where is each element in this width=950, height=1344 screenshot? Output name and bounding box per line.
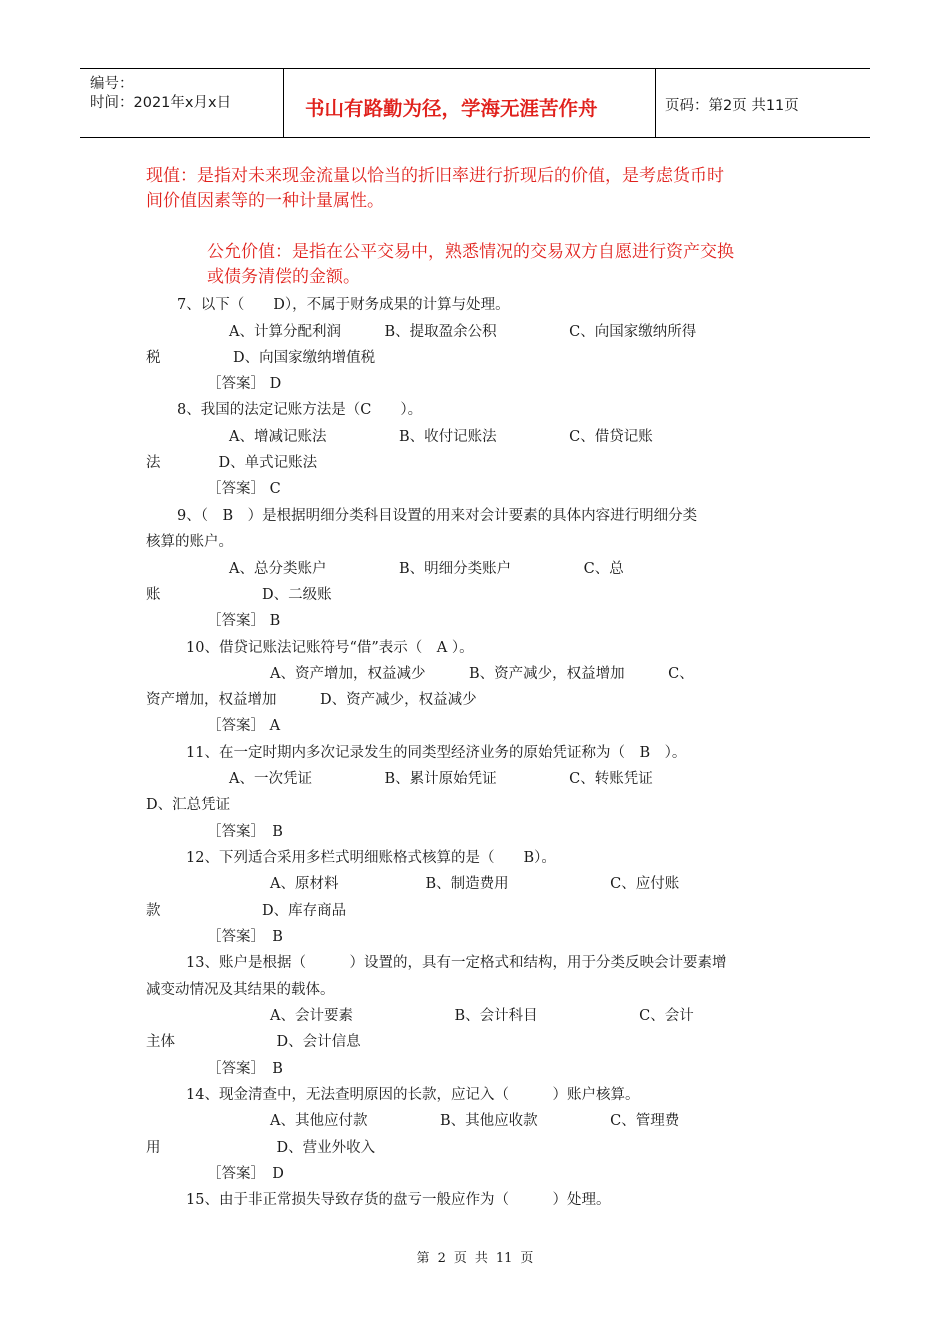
header-page-info: 页码：第2页 共11页 xyxy=(665,98,799,114)
question-14-options: A、其他应付款 B、其他应收款 C、管理费 xyxy=(270,1113,680,1129)
question-7-answer: ［答案］ D xyxy=(207,376,282,392)
footer-page-word: 页 xyxy=(453,1251,467,1266)
question-9-options-cont: 账 D、二级账 xyxy=(146,587,332,603)
footer-current-page: 2 xyxy=(437,1251,446,1266)
question-14: 14、现金清查中，无法查明原因的长款，应记入（ ）账户核算。 xyxy=(186,1087,640,1103)
question-13-options-cont: 主体 D、会计信息 xyxy=(146,1034,361,1050)
question-8-answer: ［答案］ C xyxy=(207,481,281,497)
header-motto: 书山有路勤为径，学海无涯苦作舟 xyxy=(305,97,598,120)
footer-total-pages: 11 xyxy=(495,1251,513,1266)
question-7: 7、以下（ D），不属于财务成果的计算与处理。 xyxy=(177,297,510,313)
page-header xyxy=(80,68,870,138)
page-footer xyxy=(0,1247,950,1266)
question-11-options: A、一次凭证 B、累计原始凭证 C、转账凭证 xyxy=(229,771,653,787)
question-13-cont: 减变动情况及其结果的载体。 xyxy=(146,982,335,998)
question-10: 10、借贷记账法记账符号“借”表示（ A ）。 xyxy=(186,640,474,656)
question-11-options-cont: D、汇总凭证 xyxy=(146,797,231,813)
present-value-line-2: 间价值因素等的一种计量属性。 xyxy=(146,191,384,211)
question-9-options: A、总分类账户 B、明细分类账户 C、总 xyxy=(229,561,624,577)
question-8: 8、我国的法定记账方法是（C ）。 xyxy=(177,402,423,418)
question-14-answer: ［答案］ D xyxy=(207,1166,284,1182)
question-13-answer: ［答案］ B xyxy=(207,1061,283,1077)
question-9-answer: ［答案］ B xyxy=(207,613,281,629)
fair-value-line-2: 或债务清偿的金额。 xyxy=(207,267,360,287)
footer-page-suffix: 页 xyxy=(520,1251,534,1266)
question-12-options-cont: 款 D、库存商品 xyxy=(146,903,347,919)
question-8-options-cont: 法 D、单式记账法 xyxy=(146,455,318,471)
question-8-options: A、增减记账法 B、收付记账法 C、借贷记账 xyxy=(229,429,653,445)
question-7-options: A、计算分配利润 B、提取盈余公积 C、向国家缴纳所得 xyxy=(229,324,697,340)
header-code-label: 编号： xyxy=(90,76,134,92)
question-9-cont: 核算的账户。 xyxy=(146,534,233,550)
footer-total-prefix: 共 xyxy=(474,1251,488,1266)
fair-value-line-1: 公允价值：是指在公平交易中，熟悉情况的交易双方自愿进行资产交换 xyxy=(207,242,734,262)
header-date: 时间：2021年x月x日 xyxy=(90,95,232,111)
question-15: 15、由于非正常损失导致存货的盘亏一般应作为（ ）处理。 xyxy=(186,1192,611,1208)
question-10-options: A、资产增加，权益减少 B、资产减少，权益增加 C、 xyxy=(270,666,694,682)
header-motto-cell xyxy=(283,69,656,137)
question-12: 12、下列适合采用多栏式明细账格式核算的是（ B）。 xyxy=(186,850,556,866)
question-13: 13、账户是根据（ ）设置的，具有一定格式和结构，用于分类反映会计要素增 xyxy=(186,955,727,971)
question-9: 9、（ B ）是根据明细分类科目设置的用来对会计要素的具体内容进行明细分类 xyxy=(177,508,698,524)
question-12-options: A、原材料 B、制造费用 C、应付账 xyxy=(270,876,680,892)
question-10-options-cont: 资产增加，权益增加 D、资产减少，权益减少 xyxy=(146,692,477,708)
header-info-cell xyxy=(80,69,284,137)
question-11-answer: ［答案］ B xyxy=(207,824,283,840)
question-13-options: A、会计要素 B、会计科目 C、会计 xyxy=(270,1008,694,1024)
question-7-options-cont: 税 D、向国家缴纳增值税 xyxy=(146,350,376,366)
question-12-answer: ［答案］ B xyxy=(207,929,283,945)
question-10-answer: ［答案］ A xyxy=(207,718,281,734)
question-11: 11、在一定时期内多次记录发生的同类型经济业务的原始凭证称为（ B ）。 xyxy=(186,745,687,761)
question-14-options-cont: 用 D、营业外收入 xyxy=(146,1140,376,1156)
footer-prefix: 第 xyxy=(416,1251,430,1266)
present-value-line-1: 现值：是指对未来现金流量以恰当的折旧率进行折现后的价值，是考虑货币时 xyxy=(146,166,724,186)
